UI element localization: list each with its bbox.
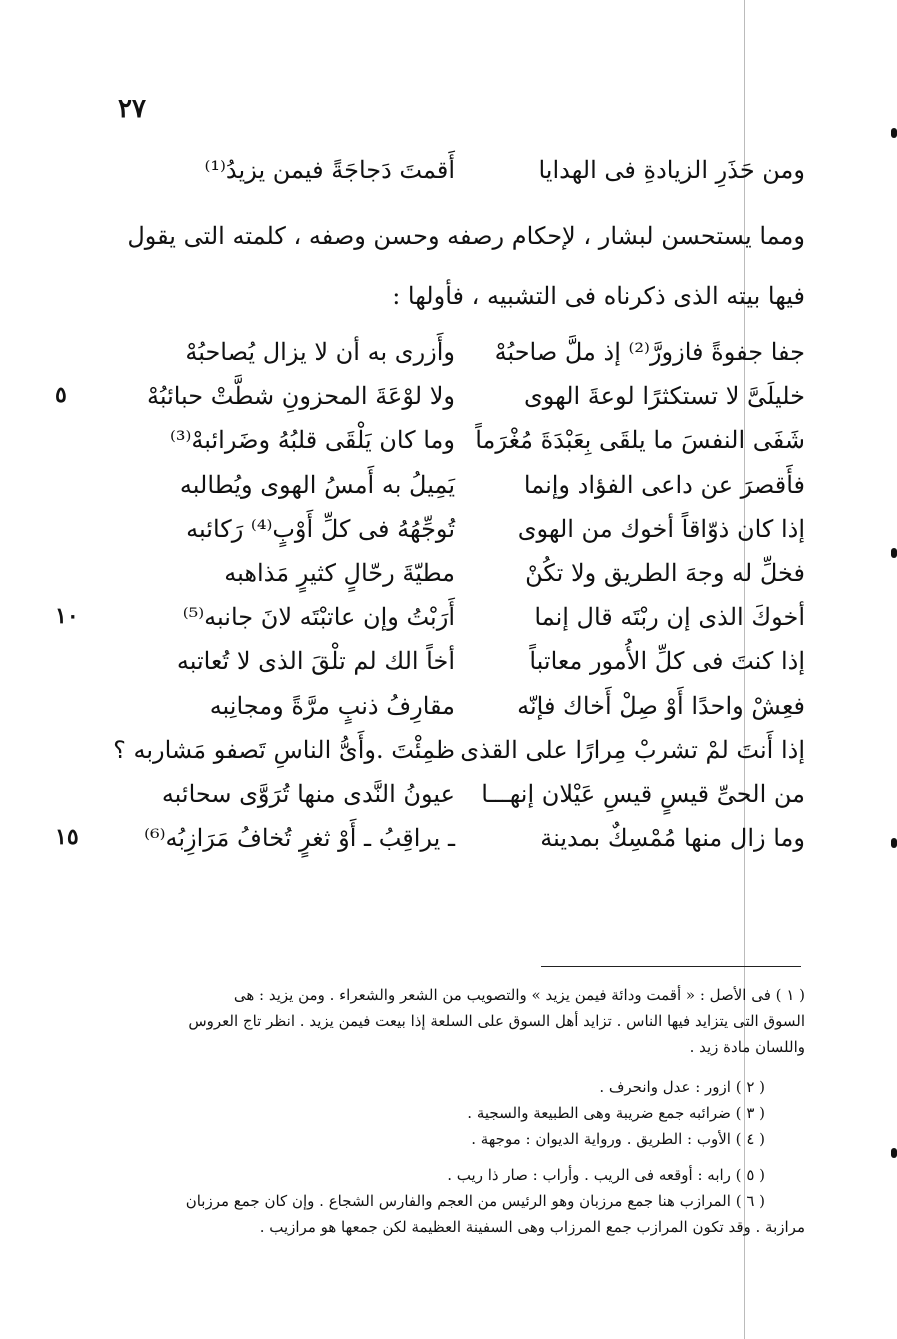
verse-row	[115, 736, 805, 772]
hemistich-first: ومن حَذَرِ الزيادةِ فى الهدايا	[538, 156, 805, 184]
hemistich-first: جفا جفوةً فازورَّ⁽²⁾ إذ ملَّ صاحبُهْ	[494, 338, 805, 366]
footnote-4: ( ٤ ) الأوب : الطريق . ورواية الديوان : موجهة .	[471, 1130, 765, 1148]
footnote-divider	[541, 966, 801, 967]
hemistich-second: أَقمتَ دَجاجَةً فيمن يزيدُ⁽¹⁾	[204, 156, 455, 184]
verse-row	[115, 338, 805, 374]
footnote-2: ( ٢ ) ازور : عدل وانحرف .	[599, 1078, 765, 1096]
line-number: ١٥	[55, 824, 79, 851]
hemistich-first: من الحىِّ قيسٍ قيسِ عَيْلان إنهـــا	[481, 780, 805, 808]
hemistich-second: ظمِئْتَ .وأَىُّ الناسِ تَصفو مَشاربه ؟	[113, 735, 455, 764]
footnote-line: واللسان مادة زيد .	[689, 1038, 805, 1056]
hemistich-second: تُوجِّهُهُ فى كلِّ أَوْبٍ⁽⁴⁾ رَكائبه	[186, 514, 455, 543]
hemistich-second: ـ يراقِبُ ـ أَوْ ثغرٍ تُخافُ مَرَازِبُه⁽⁶⁾	[144, 824, 455, 853]
hemistich-second: ولا لوْعَةَ المحزونِ شطَّتْ حبائبُهْ	[146, 382, 455, 411]
hemistich-first: فخلِّ له وجهَ الطريق ولا تكُنْ	[525, 559, 805, 587]
verse-row	[115, 559, 805, 595]
verse-row	[115, 515, 805, 551]
footnotes	[115, 982, 805, 1240]
hemistich-second: عيونُ النَّدى منها تُرَوَّى سحائبه	[161, 780, 455, 808]
prose-line: فيها بيته الذى ذكرناه فى التشبيه ، فأولها :	[392, 282, 805, 310]
hemistich-first: إذا كان ذوّاقاً أخوك من الهوى	[517, 514, 805, 543]
verse-row	[115, 426, 805, 462]
hemistich-second: مطيّةَ رحّالٍ كثيرٍ مَذاهبه	[224, 559, 455, 587]
margin-mark	[891, 1148, 897, 1158]
hemistich-second: أخاً الك لم تلْقَ الذى لا تُعاتبه	[176, 647, 455, 676]
footnote-3: ( ٣ ) ضرائبه جمع ضريبة وهى الطبيعة والسجية .	[467, 1104, 765, 1122]
hemistich-second: مقارِفُ ذنبٍ مرَّةً ومجانِبه	[209, 691, 455, 720]
footnote-6	[115, 1188, 805, 1240]
margin-mark	[891, 128, 897, 138]
verse-row	[115, 692, 805, 728]
hemistich-first: إذا أَنتَ لمْ تشربْ مِرارًا على القذى	[460, 735, 805, 764]
hemistich-second: أَرَبْتُ وإن عاتبْتَه لانَ جانبه⁽⁵⁾	[182, 603, 455, 632]
line-number: ٥	[55, 382, 67, 409]
footnote-line: السوق التى يتزايد فيها الناس . تزايد أهل السوق على السلعة إذا بيعت فيمن يزيد . انظر تاج العروس	[188, 1012, 805, 1030]
verse-row	[115, 647, 805, 683]
footnote-line: مرازبة . وقد تكون المرازب جمع المرزاب وهى السفينة العظيمة لكن جمعها هو مرازيب .	[259, 1218, 805, 1236]
hemistich-first: فعِشْ واحدًا أَوْ صِلْ أَخاك فإنّه	[517, 691, 805, 720]
hemistich-first: شَفَى النفسَ ما يلقَى بِعَبْدَةَ مُغْرَماً	[475, 426, 805, 455]
hemistich-first: وما زال منها مُمْسِكٌ بمدينة	[540, 824, 805, 853]
footnote-1	[115, 982, 805, 1060]
verse-row	[55, 824, 805, 860]
opening-verse	[115, 156, 805, 192]
verse-row	[55, 603, 805, 639]
footnote-line: ( ١ ) فى الأصل : « أقمت ودائة فيمن يزيد » والتصويب من الشعر والشعراء . ومن يزيد : هى	[233, 986, 805, 1004]
hemistich-first: فأَقصرَ عن داعى الفؤاد وإنما	[523, 470, 805, 499]
hemistich-first: إذا كنتَ فى كلِّ الأُمور معاتباً	[529, 647, 805, 676]
hemistich-first: أخوكَ الذى إن ربْتَه قال إنما	[534, 603, 805, 632]
line-number: ١٠	[55, 603, 79, 630]
hemistich-first: خليلَىَّ لا تستكثرًا لوعةَ الهوى	[523, 382, 805, 411]
verse-row	[115, 471, 805, 507]
margin-mark	[891, 548, 897, 558]
footnote-line: ( ٦ ) المرازب هنا جمع مرزبان وهو الرئيس من العجم والفارس الشجاع . وإن كان جمع مرزبان	[185, 1192, 765, 1210]
verse-row	[55, 382, 805, 418]
prose-line: ومما يستحسن لبشار ، لإحكام رصفه وحسن وصفه ، كلمته التى يقول	[127, 222, 805, 250]
page-number: ٢٧	[118, 94, 146, 124]
hemistich-second: وما كان يَلْقَى قلبُهُ وضَرائبهْ⁽³⁾	[169, 426, 455, 455]
margin-mark	[891, 838, 897, 848]
hemistich-second: يَمِيلُ به أَمسُ الهوى ويُطالبه	[179, 470, 455, 499]
footnote-5: ( ٥ ) رابه : أوقعه فى الريب . وأراب : صار ذا ريب .	[447, 1166, 765, 1184]
verse-row	[115, 780, 805, 816]
hemistich-second: وأَزرى به أن لا يزال يُصاحبُهْ	[185, 338, 455, 366]
